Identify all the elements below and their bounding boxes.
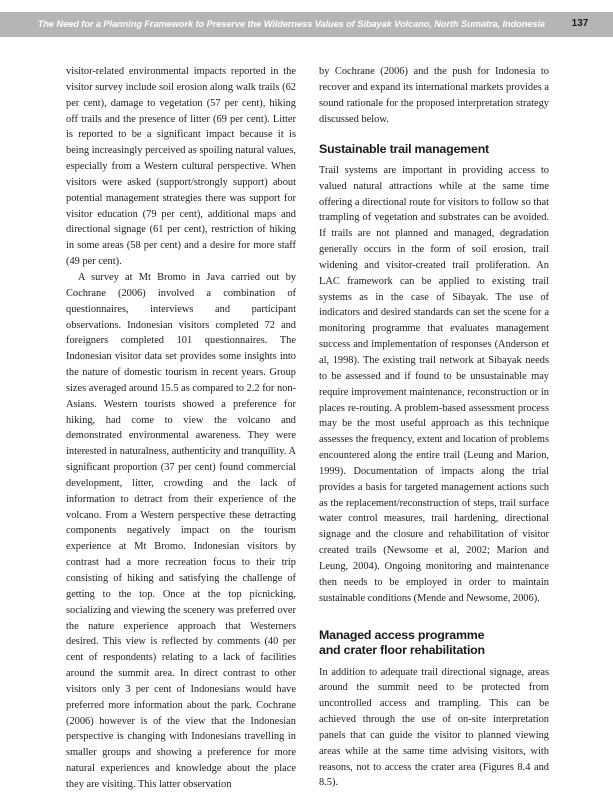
body-paragraph: by Cochrane (2006) and the push for Indonesia to recover and expand its international markets provides a sound rationale for the proposed interpretation strategy discussed below. xyxy=(319,66,549,125)
running-head-title: The Need for a Planning Framework to Preserve the Wilderness Values of Sibayak Volcano, North Sumatra, Indonesia xyxy=(37,19,545,29)
body-paragraph: In addition to adequate trail directional signage, areas around the summit need to be protected from uncontrolled access and trampling. This can be achieved through the use of on-site interpretation panels that can guide the visitor to planned viewing areas while at the same time advising visitors, with reasons, not to access the crater area (Figures 8.4 and 8.5). xyxy=(319,666,549,789)
body-paragraph: Trail systems are important in providing access to valued natural attractions while at the same time offering a directional route for visitors to follow so that trampling of vegetation and substrates can be avoided. If trails are not planned and managed, degradation generally occurs in the form of soil erosion, trail widening and visitor-created trail proliferation. An LAC framework can be applied to existing trail systems as in the case of Sibayak. The use of indicators and desired standards can set the scene for a monitoring programme that evaluates management success and implementation of responses (Anderson et al, 1998). The existing trail network at Sibayak needs to be assessed and if found to be unsustainable may require improvement maintenance, reconstruction or in places re-routing. A problem-based assessment process may be the most useful approach as this technique assesses the frequency, extent and location of problems encountered along the entire trail (Leung and Marion, 1999). Documentation of impacts along the trial provides a basis for targeted management actions such as the replacement/reconstruction of steps, trail surface water control measures, trail hardening, directional signage and the closure and rehabilitation of visitor created trails (Newsome et al, 2002; Marion and Leung, 2004). Ongoing monitoring and maintenance then needs to be employed in order to maintain sustainable conditions (Mende and Newsome, 2006). xyxy=(319,164,549,604)
body-paragraph: A survey at Mt Bromo in Java carried out by Cochrane (2006) involved a combination of questionnaires, interviews and participant observations. Indonesian visitors completed 72 and foreigners completed 101 questionnaires. The Indonesian visitor data set provides some insights into the nature of domestic tourism in recent years. Group sizes averaged around 15.5 as compared to 2.2 for non-Asians. Western tourists showed a preference for hiking, had come to view the volcano and demonstrated environmental awareness. They were interested in naturalness, authenticity and tranquility. A significant proportion (37 per cent) found commercial development, litter, crowding and the lack of information to detract from their experience of the volcano. From a Western perspective these detracting components negatively impact on the tourism experience at Mt Bromo. Indonesian visitors by contrast had a more recreation focus to their trip consisting of hiking and satisfying the challenge of getting to the top. Once at the top picnicking, socializing and viewing the scenery was preferred over the nature experience approach that Westerners desired. This view is reflected by comments (40 per cent of respondents) relating to a lack of facilities around the summit area. In direct contrast to other visitors only 3 per cent of Indonesians would have preferred more information about the park. Cochrane (2006) however is of the view that the Indonesian perspective is changing with Indonesians travelling in smaller groups and showing a preference for more natural experiences and knowledge about the place they are visiting. This latter observation xyxy=(66,271,296,790)
left-column xyxy=(66,64,296,793)
section-heading xyxy=(319,628,549,659)
section-heading-line: and crater floor rehabilitation xyxy=(319,643,485,657)
page-number: 137 xyxy=(571,18,589,29)
section-heading: Sustainable trail management xyxy=(319,142,489,157)
right-column xyxy=(319,64,549,791)
body-paragraph: visitor-related environmental impacts reported in the visitor survey include soil erosion along walk trails (62 per cent), damage to vegetation (57 per cent), hiking off trails and the presence of litter (69 per cent). Litter is reported to be a significant impact because it is being increasingly perceived as spoiling natural values, especially from a Western cultural perspective. When visitors were asked (support/strongly support) about potential management strategies there was support for visitor education (79 per cent), additional maps and directional signage (61 per cent), restriction of hiking in some areas (58 per cent) and a desire for more staff (49 per cent). xyxy=(66,66,296,268)
section-heading-line: Managed access programme xyxy=(319,627,485,642)
header-band xyxy=(0,12,613,37)
